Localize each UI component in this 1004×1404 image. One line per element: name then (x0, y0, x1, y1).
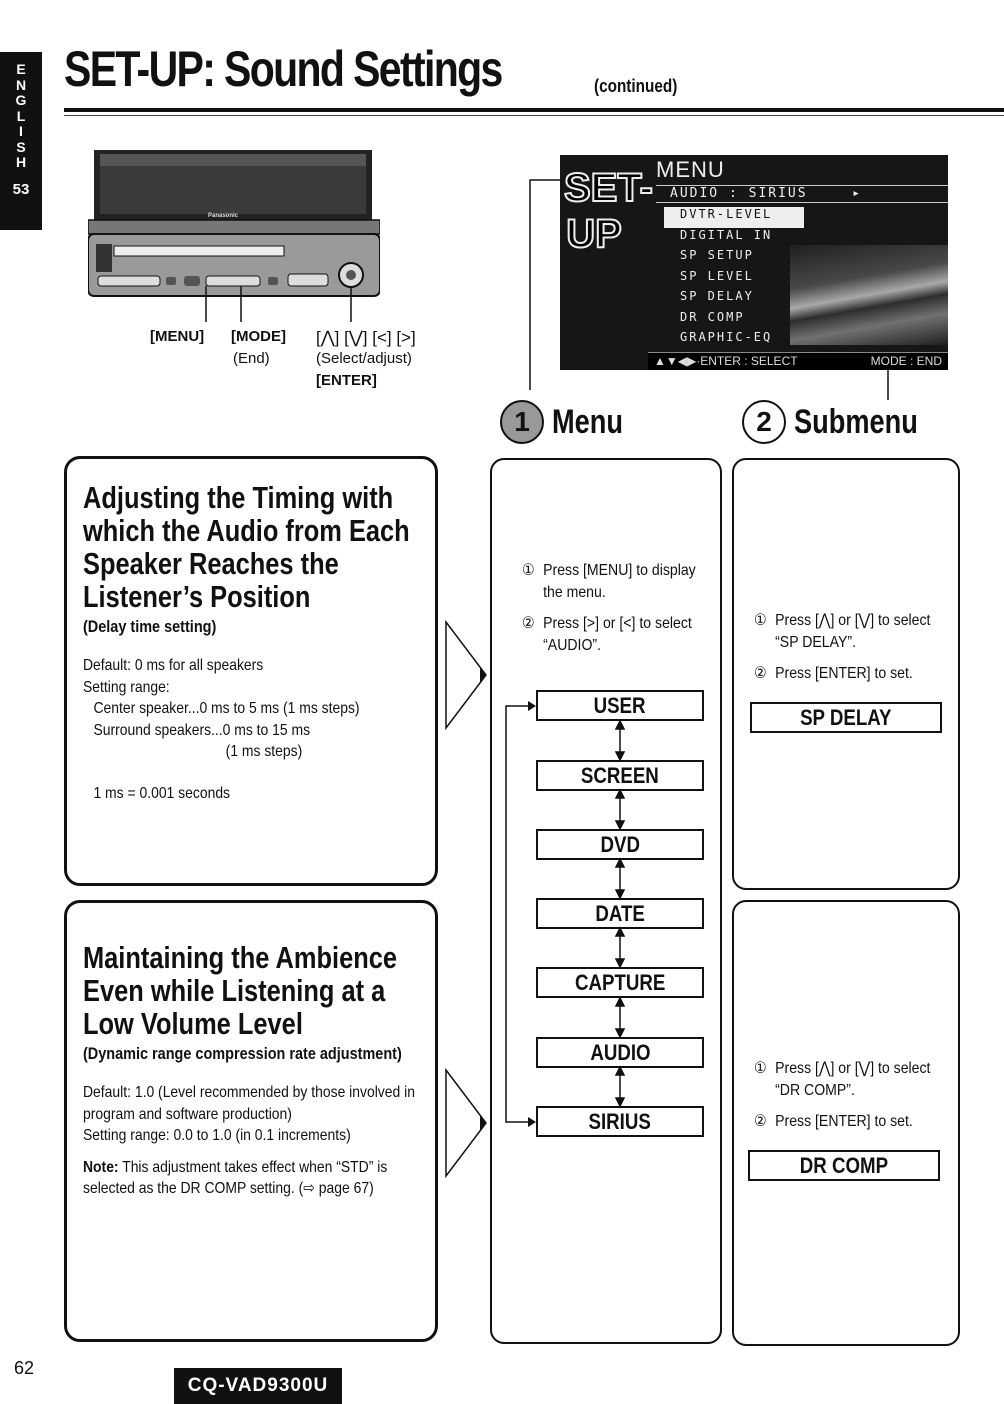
submenu-drc-instructions: ① Press [⋀] or [⋁] to select “DR COMP”. ② Press [ENTER] to set. (754, 1058, 935, 1143)
screen-title: MENU (656, 157, 725, 182)
delay-default: Default: 0 ms for all speakers (83, 657, 264, 674)
menu-item-capture: CAPTURE (536, 967, 704, 998)
drc-note: Note: This adjustment takes effect when “STD” is selected as the DR COMP setting. (⇨ page 67) (83, 1158, 388, 1197)
screen-item-list (664, 207, 804, 351)
screen-item: DR COMP (680, 309, 745, 324)
menu-item-dvd: DVD (536, 829, 704, 860)
step2-number: 2 (742, 400, 786, 444)
screen-background-image (790, 245, 948, 345)
delay-surround-steps: (1 ms steps) (225, 743, 303, 760)
delay-instruction-1: Press [⋀] or [⋁] to select “SP DELAY”. (775, 612, 931, 651)
screen-side-text: SET-UP (564, 166, 653, 256)
screen-footer-left: ▲▼◀▶·ENTER : SELECT (654, 354, 798, 368)
screen-item: GRAPHIC-EQ (680, 330, 773, 344)
menu-instructions: ① Press [MENU] to display the menu. ② Press [>] or [<] to select “AUDIO”. (522, 560, 698, 666)
screen-footer-right: MODE : END (870, 354, 942, 368)
step2-heading (742, 400, 949, 444)
menu-item-sirius: SIRIUS (536, 1106, 704, 1137)
arrow-buttons-note: (Select/adjust) (316, 350, 412, 367)
drc-section-subtitle: (Dynamic range compression rate adjustment) (83, 1044, 402, 1063)
screen-item: SP LEVEL (680, 268, 754, 283)
submenu-delay-instructions: ① Press [⋀] or [⋁] to select “SP DELAY”. ② Press [ENTER] to set. (754, 610, 935, 695)
setup-menu-screen (560, 155, 948, 370)
step1-number: 1 (500, 400, 544, 444)
drc-instruction-2: Press [ENTER] to set. (775, 1113, 913, 1130)
page-title-suffix: (continued) (594, 76, 678, 96)
language-letters: E N G L I S H (15, 61, 27, 170)
step1-heading (500, 400, 641, 444)
delay-setting-box (64, 456, 438, 886)
menu-item-user: USER (536, 690, 704, 721)
menu-button-label: [MENU] (150, 328, 205, 345)
delay-section-subtitle: (Delay time setting) (83, 617, 217, 636)
page-number: 62 (14, 1358, 35, 1378)
screen-item: DIGITAL IN (680, 227, 773, 242)
drc-setting-box (64, 900, 438, 1342)
page-title: SET-UP: Sound Settings (64, 41, 502, 97)
menu-step-arrows (612, 721, 628, 1111)
delay-section-title: Adjusting the Timing with which the Audio from Each Speaker Reaches the Listener’s Position (83, 480, 410, 614)
screen-item: DVTR-LEVEL (664, 207, 804, 228)
delay-range-label: Setting range: (83, 678, 170, 696)
screen-footer (648, 352, 948, 370)
mode-button-note: (End) (233, 350, 270, 367)
enter-button-label: [ENTER] (316, 372, 377, 389)
delay-conversion: 1 ms = 0.001 seconds (93, 784, 231, 802)
drc-range: Setting range: 0.0 to 1.0 (in 0.1 increments) (83, 1127, 351, 1144)
sp-delay-result: SP DELAY (750, 702, 942, 733)
step1-label: Menu (552, 402, 624, 441)
model-number-badge: CQ-VAD9300U (174, 1368, 342, 1404)
menu-instruction-2: Press [>] or [<] to select “AUDIO”. (543, 615, 692, 654)
submenu-drc-panel (732, 900, 960, 1346)
drc-instruction-1: Press [⋀] or [⋁] to select “DR COMP”. (775, 1060, 931, 1099)
arrow-buttons-label: [⋀] [⋁] [<] [>] (316, 328, 416, 347)
section-number: 53 (12, 180, 30, 198)
screen-item: SP DELAY (680, 289, 754, 303)
menu-item-screen: SCREEN (536, 760, 704, 791)
dr-comp-result: DR COMP (748, 1150, 940, 1181)
menu-item-audio: AUDIO (536, 1037, 704, 1068)
delay-center-range: Center speaker...0 ms to 5 ms (1 ms steps) (93, 700, 360, 717)
drc-section-title: Maintaining the Ambience Even while Listening at a Low Volume Level (83, 940, 398, 1041)
menu-item-date: DATE (536, 898, 704, 929)
mode-button-label: [MODE] (231, 328, 286, 345)
menu-instruction-1: Press [MENU] to display the menu. (543, 562, 696, 601)
flow-arrow-2 (444, 1068, 490, 1178)
submenu-delay-panel (732, 458, 960, 890)
screen-item: SP SETUP (680, 248, 754, 262)
delay-instruction-2: Press [ENTER] to set. (775, 665, 913, 682)
delay-surround-range: Surround speakers...0 ms to 15 ms (93, 721, 311, 739)
brand-logo: Panasonic (208, 213, 239, 219)
step2-label: Submenu (794, 402, 918, 441)
screen-tabs: AUDIO : SIRIUS ▸ (656, 185, 948, 203)
flow-arrow-1 (444, 620, 490, 730)
drc-default: Default: 1.0 (Level recommended by those involved in program and software production) (83, 1084, 415, 1123)
